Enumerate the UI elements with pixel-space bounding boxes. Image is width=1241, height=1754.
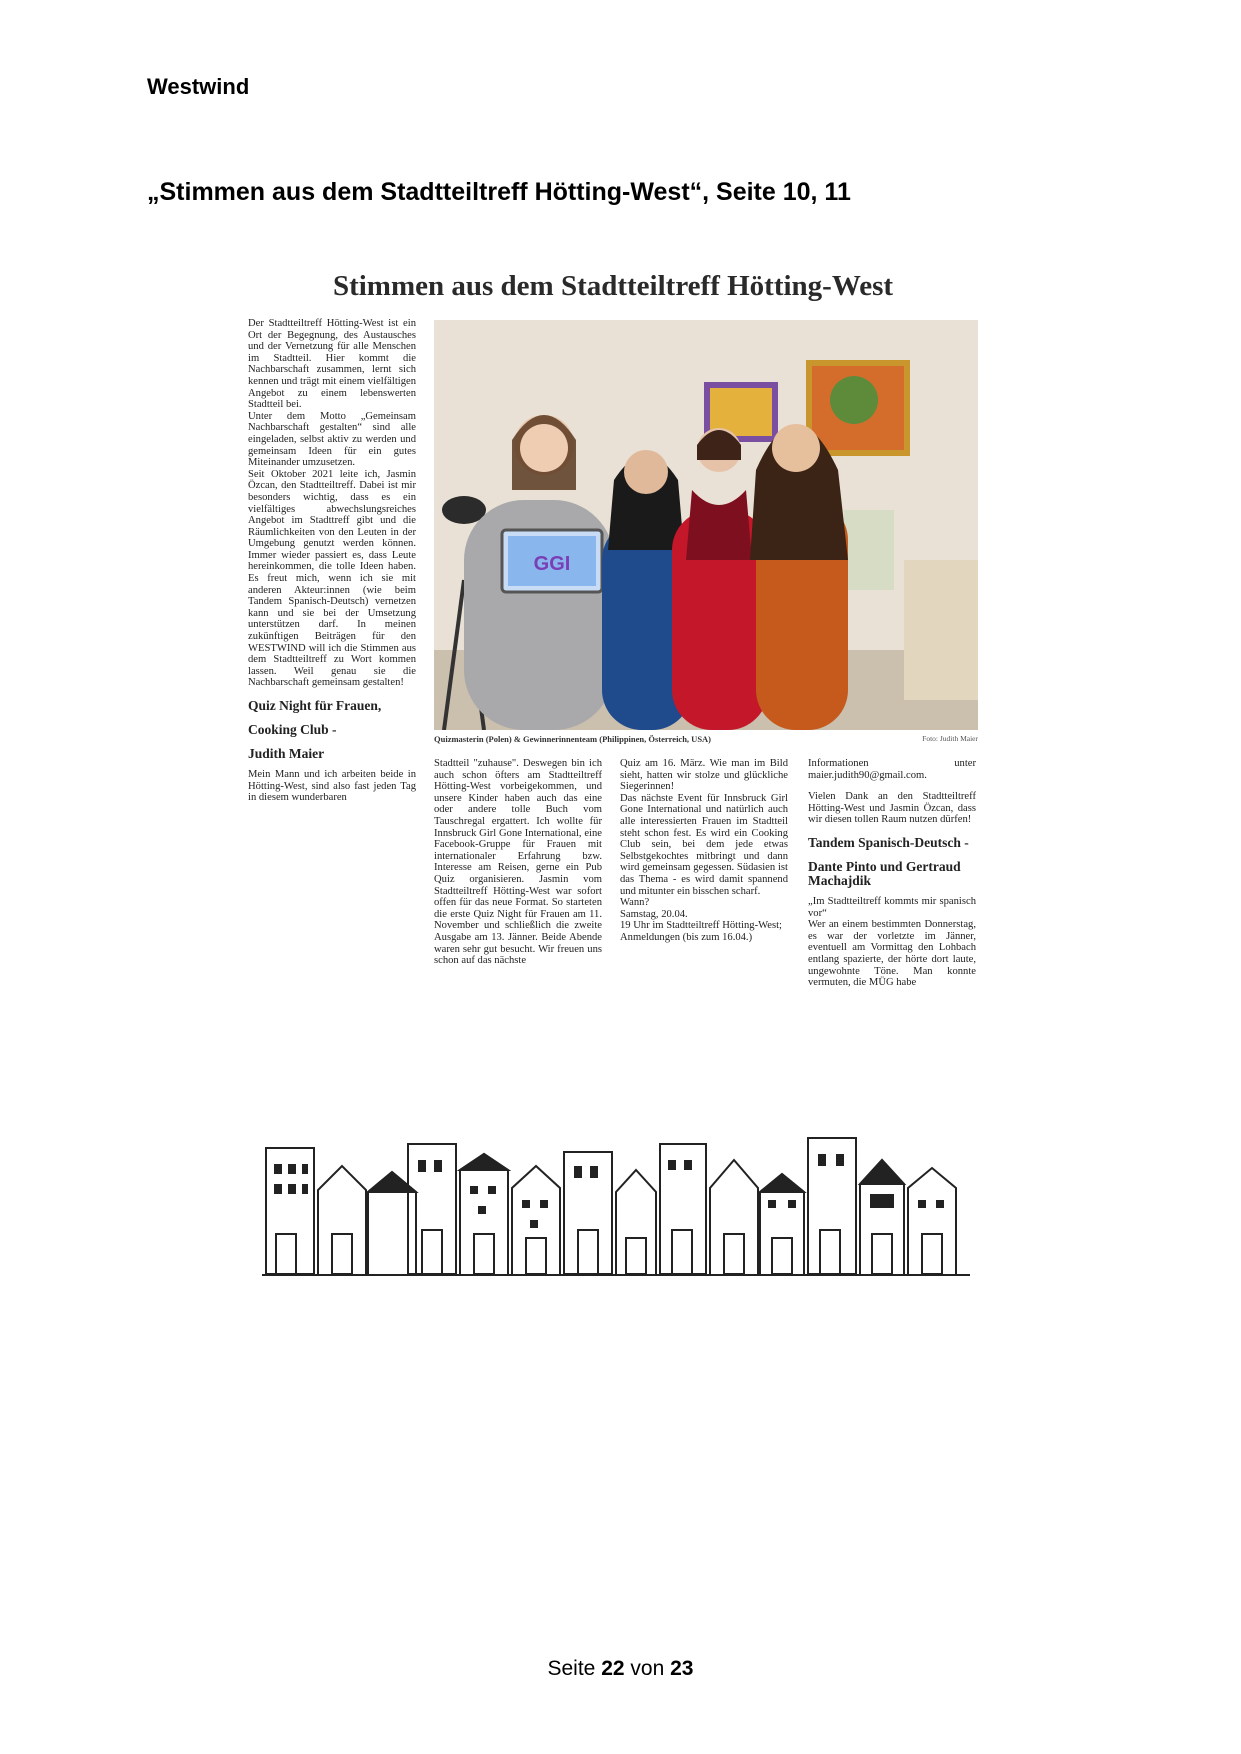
article-column-4	[808, 758, 976, 1118]
paragraph: „Im Stadtteiltreff kommts mir spanisch vor“	[808, 895, 976, 919]
paragraph: Das nächste Event für Innsbruck Girl Gone International und natürlich auch alle interessierten Frauen im Stadtteil steht schon fest. Es wird ein Cooking Club sein, bei dem jede etwas Selbstgekochtes mitbringt und dann wird gemeinsam gegessen. Südasien ist das Thema - es wird damit spannend und mitunter ein bisschen scharf.	[620, 792, 788, 897]
newspaper-clipping	[248, 262, 978, 1122]
paragraph: Samstag, 20.04.	[620, 908, 688, 920]
subheading-authors: Dante Pinto und Gertraud Machajdik	[808, 858, 961, 888]
subheading-tandem: Tandem Spanisch-Deutsch -	[808, 834, 969, 850]
group-photo	[434, 320, 978, 730]
paragraph: Quiz am 16. März. Wie man im Bild sieht, hatten wir stolze und glückliche Siegerinnen!	[620, 758, 788, 793]
paragraph: Stadtteil "zuhause". Deswegen bin ich auch schon öfters am Stadtteiltreff Hötting-West vorbeigekommen, und unsere Kinder haben auch das eine oder andere tolle Buch vom Tauschregal ergattert. Ich wollte für Innsbruck Girl Gone International, eine Facebook-Gruppe für Frauen mit internationaler Erfahrung bzw. Interesse am Reisen, gerne ein Pub Quiz organisieren. Jasmin vom Stadtteiltreff Hötting-West war sofort offen für das neue Format. So starteten die erste Quiz Night für Frauen am 11. November und schließlich die zweite Ausgabe am 13. Jänner. Beide Abende waren sehr gut besucht. Wir freuen uns schon auf das nächste	[434, 758, 602, 967]
subheading-cooking-club: Cooking Club -	[248, 722, 337, 737]
article-column-2	[434, 758, 602, 1118]
photo-credit: Foto: Judith Maier	[922, 734, 978, 743]
paragraph: Mein Mann und ich arbeiten beide in Hötting-West, sind also fast jeden Tag in diesem wunderbaren	[248, 769, 416, 804]
paragraph: Seit Oktober 2021 leite ich, Jasmin Özcan, den Stadtteiltreff. Dabei ist mir besonders wichtig, dass es ein vielfältiges abwechslungsreiches Angebot im Stadttreff gibt und die Räumlichkeiten von den Leuten in der Umgebung genutzt werden können. Immer wieder passiert es, dass Leute hereinkommen, die tolle Ideen haben. Es freut mich, wenn ich sie mit anderen Akteur:innen (wie beim Tandem Spanisch-Deutsch) vernetzen kann und sie bei der Umsetzung unterstützen darf. In meinen zukünftigen Beiträgen für den WESTWIND will ich die Stimmen aus dem Stadtteiltreff zu Wort kommen lassen. Weil genau sie die Nachbarschaft gemeinsam gestalten!	[248, 468, 416, 689]
paragraph: Wann?	[620, 897, 650, 909]
article-column-3	[620, 758, 788, 1118]
document-title: „Stimmen aus dem Stadtteiltreff Hötting-West“, Seite 10, 11	[147, 178, 851, 206]
footer-mid: von	[630, 1657, 665, 1680]
paragraph: Informationen unter maier.judith90@gmail.com.	[808, 758, 976, 781]
page-footer	[0, 1657, 1241, 1681]
footer-total-pages: 23	[670, 1657, 694, 1680]
photo-caption: Quizmasterin (Polen) & Gewinnerinnenteam (Philippinen, Österreich, USA)	[434, 734, 712, 744]
laptop-logo: GGI	[533, 553, 571, 575]
document-header: Westwind	[147, 74, 250, 99]
paragraph: Anmeldungen (bis zum 16.04.)	[620, 931, 753, 943]
houses-illustration	[262, 1130, 970, 1280]
footer-page-number: 22	[601, 1657, 625, 1680]
article-column-1	[248, 318, 416, 1118]
paragraph: Unter dem Motto „Gemeinsam Nachbarschaft gestalten“ sind alle eingeladen, selbst aktiv zu werden und gemeinsam Ideen für ein gutes Miteinander umzusetzen.	[248, 410, 416, 469]
footer-prefix: Seite	[547, 1657, 596, 1680]
paragraph: 19 Uhr im Stadtteiltreff Hötting-West;	[620, 920, 782, 932]
clipping-headline: Stimmen aus dem Stadtteiltreff Hötting-West	[332, 270, 894, 302]
subheading-quiz-night: Quiz Night für Frauen,	[248, 698, 382, 713]
paragraph: Der Stadtteiltreff Hötting-West ist ein Ort der Begegnung, des Austausches und der Vernetzung für alle Menschen im Stadtteil. Hier kommt die Nachbarschaft zusammen, lernt sich kennen und trägt mit einem vielfältigen Angebot zu einem lebenswerten Stadtteil bei.	[248, 318, 416, 411]
subheading-author: Judith Maier	[248, 746, 325, 761]
paragraph: Vielen Dank an den Stadtteiltreff Hötting-West und Jasmin Özcan, dass wir diesen tollen Raum nutzen dürfen!	[808, 791, 976, 826]
paragraph: Wer an einem bestimmten Donnerstag, es war der vorletzte im Jänner, eventuell am Vormittag den Lohbach entlang spazierte, der hörte dort laute, ungewohnte Töne. Man konnte vermuten, die MÜG habe	[808, 919, 976, 989]
